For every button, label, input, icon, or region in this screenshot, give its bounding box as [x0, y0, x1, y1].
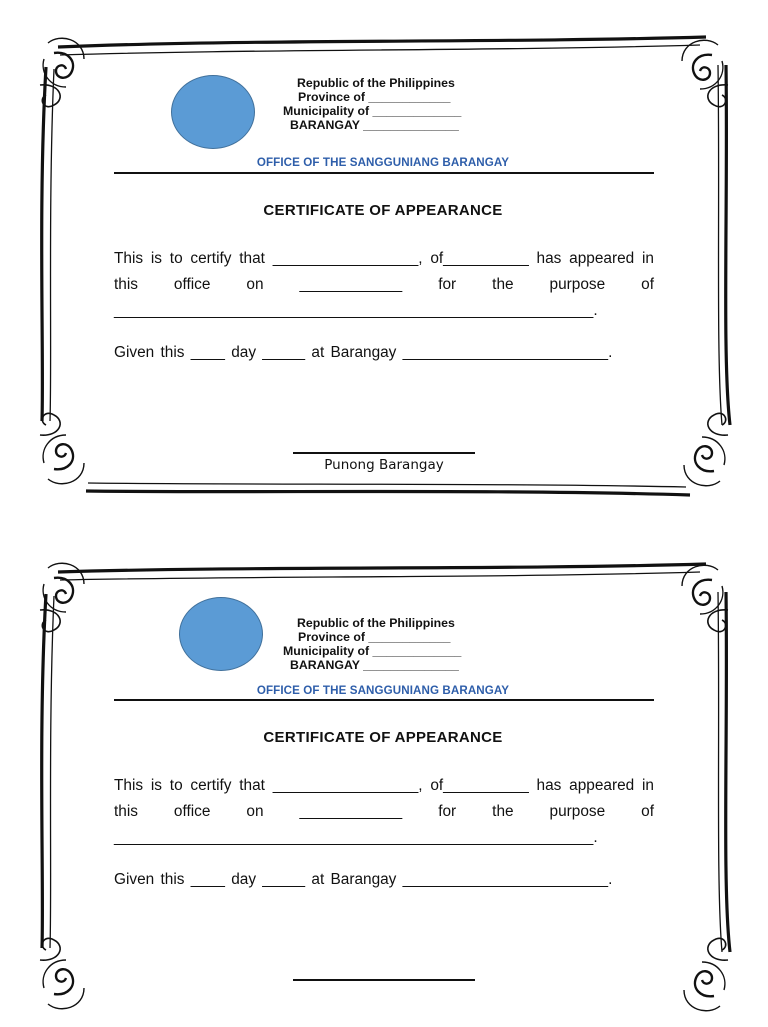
- header-line-province: Province of ____________: [298, 90, 451, 104]
- header-line-barangay: BARANGAY ______________: [290, 658, 459, 672]
- header-line-municipality: Municipality of _____________: [283, 104, 462, 118]
- certificate-title: CERTIFICATE OF APPEARANCE: [263, 202, 503, 219]
- signature-line: [293, 452, 475, 454]
- certificate-card-2: [0, 552, 768, 1027]
- certification-paragraph: This is to certify that _________________, of__________ has appeared in this office on ____________ for the purpose of ________________________________________________________.: [114, 777, 654, 846]
- header-divider: [114, 699, 654, 701]
- header-line-barangay: BARANGAY ______________: [290, 118, 459, 132]
- barangay-seal-placeholder: [171, 75, 255, 149]
- office-name: OFFICE OF THE SANGGUNIANG BARANGAY: [256, 684, 510, 697]
- header-divider: [114, 172, 654, 174]
- letterhead: [282, 76, 461, 132]
- signatory-title: Punong Barangay: [324, 457, 444, 473]
- signature-line: [293, 979, 475, 981]
- barangay-seal-placeholder: [179, 597, 263, 671]
- certificate-body: [114, 773, 654, 893]
- certificate-card-1: [0, 25, 768, 500]
- given-paragraph: Given this ____ day _____ at Barangay ________________________.: [114, 344, 613, 361]
- letterhead: [282, 616, 461, 672]
- header-line-municipality: Municipality of _____________: [283, 644, 462, 658]
- header-line-republic: Republic of the Philippines: [297, 76, 455, 90]
- certificate-body: [114, 246, 654, 366]
- header-line-province: Province of ____________: [298, 630, 451, 644]
- certification-paragraph: This is to certify that _________________, of__________ has appeared in this office on ____________ for the purpose of ________________________________________________________.: [114, 250, 654, 319]
- given-paragraph: Given this ____ day _____ at Barangay ________________________.: [114, 871, 613, 888]
- header-line-republic: Republic of the Philippines: [297, 616, 455, 630]
- certificate-title: CERTIFICATE OF APPEARANCE: [263, 729, 503, 746]
- office-name: OFFICE OF THE SANGGUNIANG BARANGAY: [256, 156, 510, 169]
